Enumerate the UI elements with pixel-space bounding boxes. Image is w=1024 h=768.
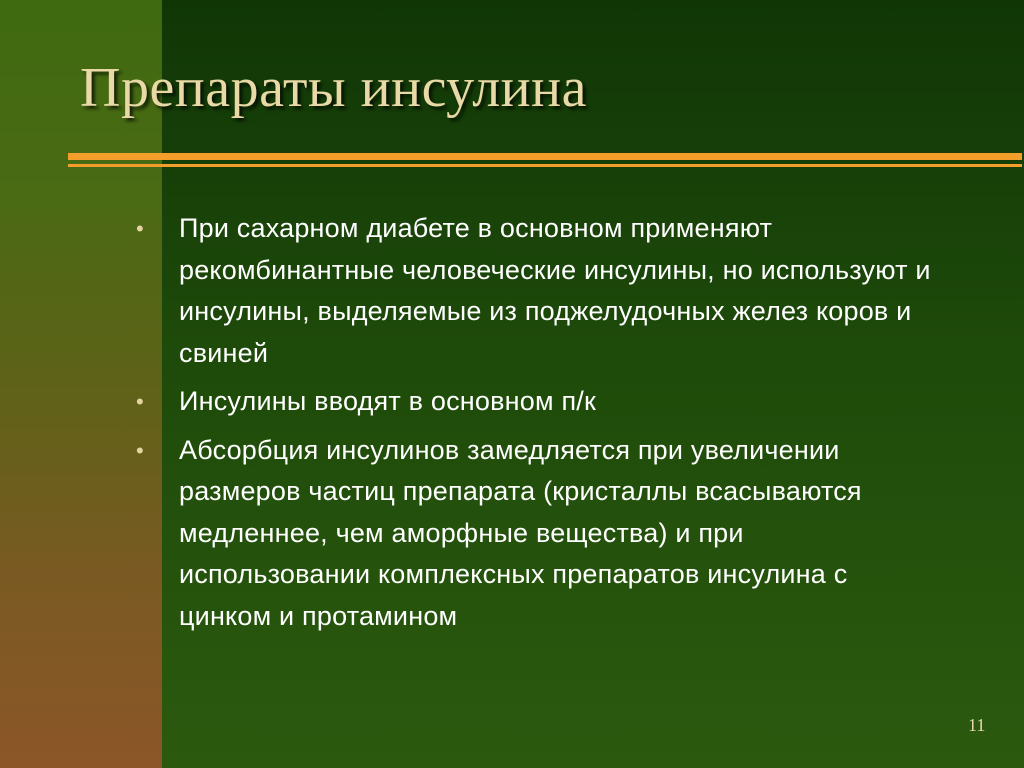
bullet-text: Абсорбция инсулинов замедляется при увеличении размеров частиц препарата (кристаллы всасываются медленнее, чем аморфные вещества) и при использовании комплексных препаратов инсулина с цинком и протамином (179, 434, 862, 631)
slide-title: Препараты инсулина (80, 57, 587, 119)
bullet-item (136, 208, 936, 374)
title-underline-thin (68, 164, 1022, 167)
bullet-text: При сахарном диабете в основном применяют рекомбинантные человеческие инсулины, но используют и инсулины, выделяемые из поджелудочных желез коров и свиней (179, 213, 931, 368)
bullet-item (136, 430, 936, 638)
bullet-point-icon: • (136, 437, 144, 463)
title-underline-thick (68, 153, 1022, 160)
bullet-list (136, 208, 936, 644)
bullet-point-icon: • (136, 216, 144, 241)
bullet-item (136, 381, 936, 423)
page-number: 11 (968, 715, 986, 735)
bullet-text: Инсулины вводят в основном п/к (179, 386, 596, 416)
bullet-point-icon: • (136, 389, 144, 414)
